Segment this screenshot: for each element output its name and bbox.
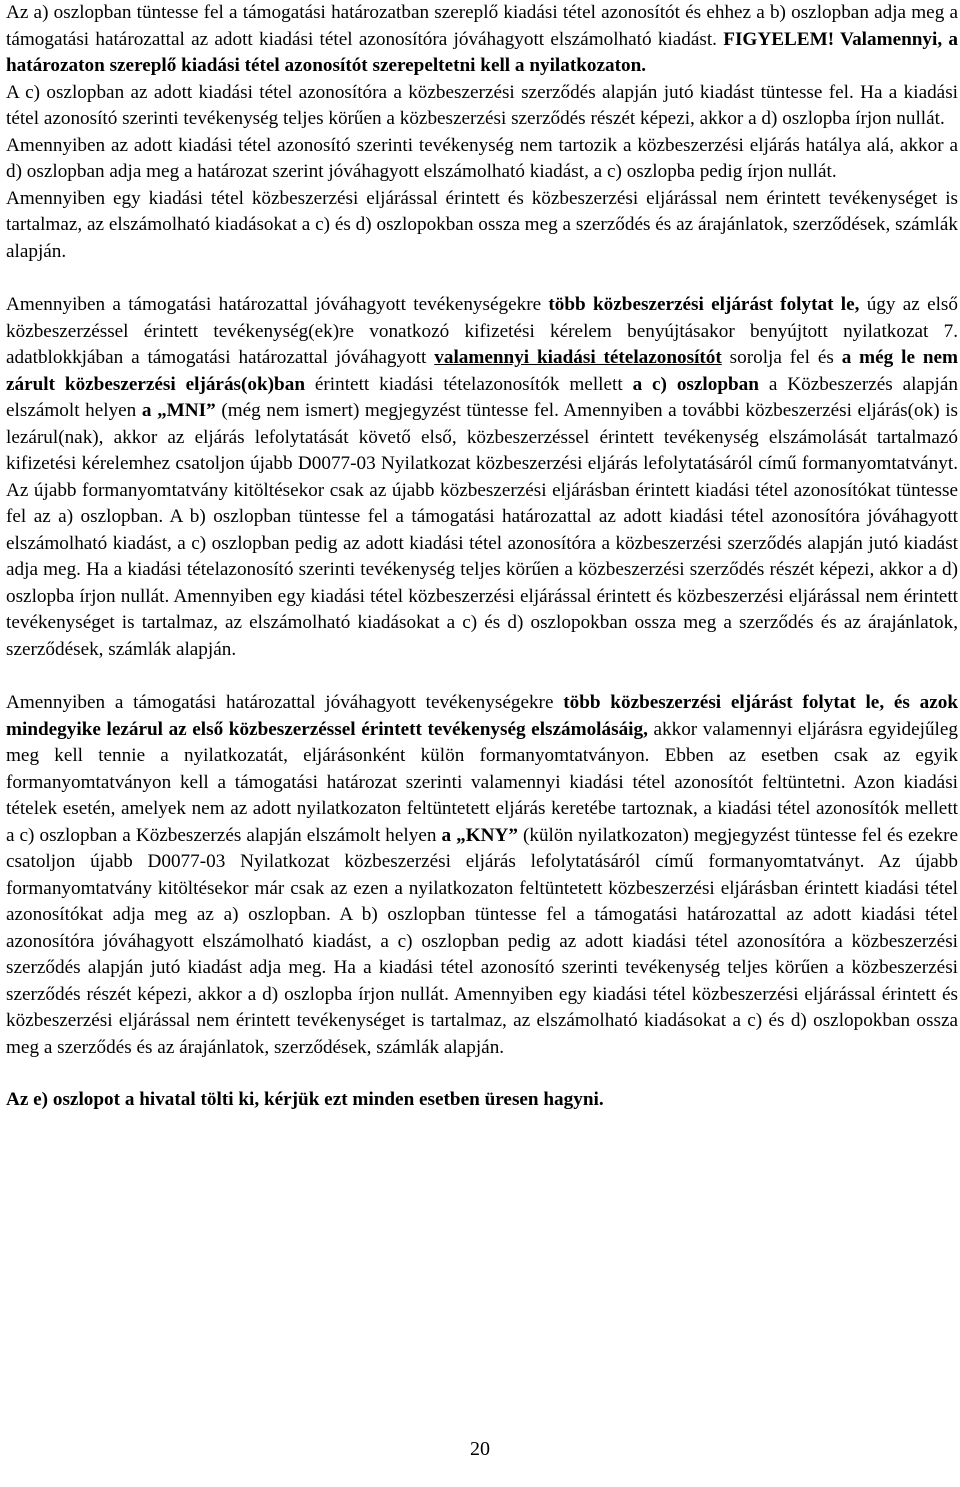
text-run: (külön nyilatkozaton) megjegyzést tüntesse fel és ezekre csatoljon újabb D0077-03 Nyilatkozat közbeszerzési eljárás lefolytatásáról című formanyomtatványt. Az újabb formanyomtatvány kitöltésekor már csak az ezen a nyilatkozaton feltüntetett közbeszerzési eljárásban érintett kiadási tétel azonosítókat adja meg az a) oszlopban. A b) oszlopban tüntesse fel a támogatási határozattal az adott kiadási tétel azonosítóra jóváhagyott elszámolható kiadást, a c) oszlopban pedig az adott kiadási tétel azonosítóra a közbeszerzési szerződés alapján jutó kiadást adja meg. Ha a kiadási tétel azonosító szerinti tevékenység teljes körűen a közbeszerzési szerződés részét képezi, akkor a d) oszlopba írjon nullát. Amennyiben egy kiadási tétel közbeszerzési eljárással érintett és közbeszerzési eljárással nem érintett tevékenységet is tartalmaz, az elszámolható kiadásokat a c) és d) oszlopokban ossza meg a szerződés és az árajánlatok, szerződések, számlák alapján. xyxy=(6,824,959,1058)
paragraph-column-e xyxy=(6,1087,958,1114)
text-run: úgy az első közbeszerzéssel érintett tevékenység(ek)re vonatkozó kifizetési kérelem benyújtásakor benyújtott nyilatkozat 7. adatblokkjában a támogatási határozattal jóváhagyott xyxy=(6,294,958,368)
text-run: FIGYELEM! Valamennyi, a határozaton szereplő kiadási tétel azonosítót szerepeltetni kell a nyilatkozaton. xyxy=(6,28,958,76)
text-run: a „KNY” xyxy=(441,824,518,846)
paragraph-multiple-procurements-closed xyxy=(6,690,958,1061)
text-run: több közbeszerzési eljárást folytat le, xyxy=(548,294,860,315)
paragraph-columns-a-b xyxy=(6,0,958,80)
text-run: érintett kiadási tételazonosítók mellett xyxy=(305,373,633,395)
text-run: (még nem ismert) megjegyzést tüntesse fel. Amennyiben a további közbeszerzési eljárás(ok) is lezárul(nak), akkor az eljárás lefolytatását követő első, közbeszerzéssel érintett tevékenység elszámolását tartalmazó kifizetési kérelemhez csatoljon újabb D0077-03 Nyilatkozat közbeszerzési eljárás lefolytatásáról című formanyomtatványt. Az újabb formanyomtatvány kitöltésekor csak az újabb közbeszerzési eljárásban érintett kiadási tétel azonosítókat tüntesse fel az a) oszlopban. A b) oszlopban tüntesse fel a támogatási határozattal az adott kiadási tétel azonosítóra jóváhagyott elszámolható kiadást, a c) oszlopban pedig az adott kiadási tétel azonosítóra a közbeszerzési szerződés alapján jutó kiadást adja meg. Ha a kiadási tételazonosító szerinti tevékenység teljes körűen a közbeszerzési szerződés részét képezi, akkor a d) oszlopba írjon nullát. Amennyiben egy kiadási tétel közbeszerzési eljárással érintett és közbeszerzési eljárással nem érintett tevékenységet is tartalmaz, az elszámolható kiadásokat a c) és d) oszlopokban ossza meg a szerződés és az árajánlatok, szerződések, számlák alapján. xyxy=(6,400,958,660)
text-run: a Közbeszerzés alapján elszámolt helyen xyxy=(6,373,958,421)
text-run: a „MNI” xyxy=(141,400,216,421)
text-run: több közbeszerzési eljárást folytat le, és azok mindegyike lezárul az első közbeszerzéssel érintett tevékenység elszámolásáig, xyxy=(6,692,958,740)
page-number: 20 xyxy=(470,1438,490,1460)
text-run: A c) oszlopban az adott kiadási tétel azonosítóra a közbeszerzési szerződés alapján jutó kiadást tüntesse fel. Ha a kiadási tétel azonosító szerinti tevékenység teljes körűen a közbeszerzési szerződés részét képezi, akkor a d) oszlopba írjon nullát. xyxy=(6,81,958,129)
text-run: Az a) oszlopban tüntesse fel a támogatási határozatban szereplő kiadási tétel azonosítót és ehhez a b) oszlopban adja meg a támogatási határozattal az adott kiadási tétel azonosítóra jóváhagyott elszámolható kiadást. xyxy=(6,2,958,50)
text-run: a c) oszlopban xyxy=(632,373,759,395)
text-run: Az e) oszlopot a hivatal tölti ki, kérjük ezt minden esetben üresen hagyni. xyxy=(6,1089,604,1110)
paragraph-multiple-procurements-open xyxy=(6,292,958,663)
text-run: a még le nem zárult közbeszerzési eljárás(ok)ban xyxy=(6,347,958,395)
text-run: valamennyi kiadási tételazonosítót xyxy=(434,347,722,368)
text-run: Amennyiben az adott kiadási tétel azonosító szerinti tevékenység nem tartozik a közbeszerzési eljárás hatálya alá, akkor a d) oszlopban adja meg a határozat szerint jóváhagyott elszámolható kiadást, a c) oszlopba pedig írjon nullát. xyxy=(6,134,958,182)
text-run: akkor valamennyi eljárásra egyidejűleg meg kell tennie a nyilatkozatát, eljárásonként külön formanyomtatványon. Ebben az esetben csak az egyik formanyomtatványon kell a támogatási határozat szerinti valamennyi kiadási tétel azonosítót feltüntetni. Azon kiadási tételek esetén, amelyek nem az adott nyilatkozaton feltüntetett eljárás keretébe tartoznak, a kiadási tétel azonosítók mellett a c) oszlopban a Közbeszerzés alapján elszámolt helyen xyxy=(6,718,958,846)
paragraph-mixed-items xyxy=(6,186,958,266)
text-run: sorolja fel és xyxy=(721,347,842,368)
document-page xyxy=(6,0,958,1114)
text-run: Amennyiben a támogatási határozattal jóváhagyott tevékenységekre xyxy=(6,294,549,315)
paragraph-column-d xyxy=(6,133,958,186)
text-run: Amennyiben egy kiadási tétel közbeszerzési eljárással érintett és közbeszerzési eljárással nem érintett tevékenységet is tartalmaz, az elszámolható kiadásokat a c) és d) oszlopokban ossza meg a szerződés és az árajánlatok, szerződések, számlák alapján. xyxy=(6,187,958,262)
paragraph-column-c xyxy=(6,80,958,133)
text-run: Amennyiben a támogatási határozattal jóváhagyott tevékenységekre xyxy=(6,692,564,713)
